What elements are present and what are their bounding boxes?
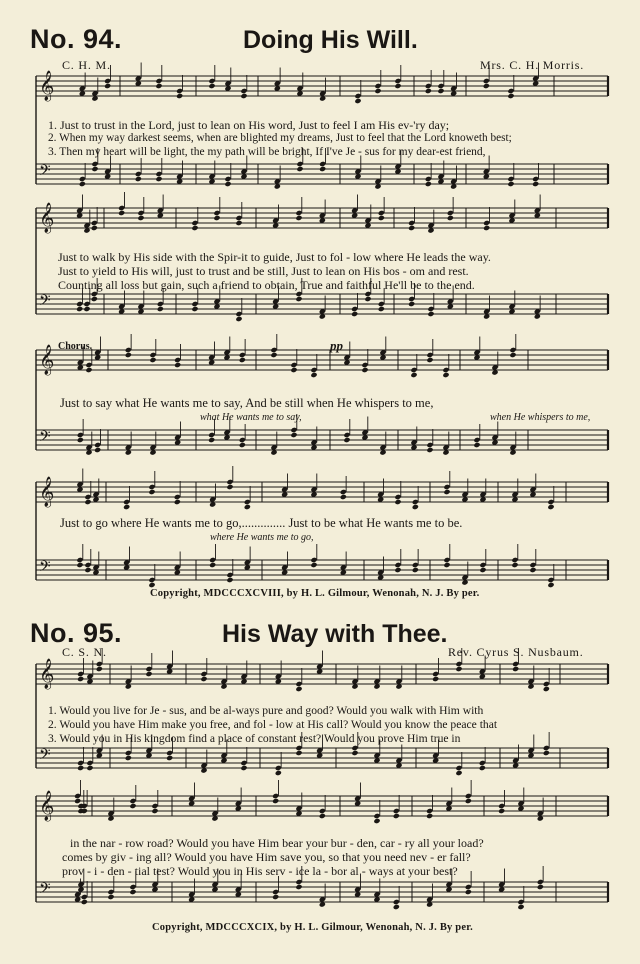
note-head [426, 357, 433, 363]
hymn-94-verse-2-line-b: Just to yield to His will, just to trust and be still, Just to lean on His bos - om and rest. [58, 264, 469, 278]
note-head [174, 499, 181, 505]
note-head [483, 225, 490, 231]
note-head [295, 215, 302, 221]
note-head [83, 306, 90, 312]
hymn-95-copyright: Copyright, MDCCCXCIX, by H. L. Gilmour, Wenonah, N. J. By per. [152, 922, 473, 933]
note-head [76, 562, 83, 568]
note-head [537, 884, 544, 890]
note-head [226, 577, 233, 583]
note-head [473, 442, 480, 448]
hymn-94-composer: C. H. M. [62, 58, 111, 72]
note-head [145, 671, 152, 677]
note-head [123, 504, 130, 510]
note-head [447, 215, 454, 221]
note-head [412, 567, 419, 573]
note-head [361, 367, 368, 373]
hymn-94-author: Mrs. C. H. Morris. [480, 58, 585, 72]
note-head [295, 296, 302, 302]
note-head [310, 372, 317, 378]
note-head [240, 93, 247, 99]
note-head [412, 504, 419, 510]
note-head [351, 750, 358, 756]
note-head [479, 765, 486, 771]
treble-clef-icon: 𝄞 [39, 477, 55, 507]
hymn-94-title: Doing His Will. [243, 26, 418, 54]
note-head [465, 889, 472, 895]
note-head [408, 225, 415, 231]
note-head [81, 899, 88, 905]
note-head [118, 210, 125, 216]
note-head [408, 301, 415, 307]
note-head [512, 666, 519, 672]
note-head [465, 798, 472, 804]
note-head [77, 765, 84, 771]
note-head [373, 818, 380, 824]
note-head [239, 357, 246, 363]
note-head [239, 442, 246, 448]
note-head [529, 567, 536, 573]
note-head [290, 367, 297, 373]
note-head [547, 582, 554, 588]
note-head [507, 93, 514, 99]
note-head [226, 484, 233, 490]
note-head [149, 357, 156, 363]
note-head [224, 181, 231, 187]
note-head [443, 562, 450, 568]
hymn-95-verse-3-line-a: 3. Would you in His kingdom find a place of constant rest? Would you prove Him true in [48, 732, 461, 745]
note-head [272, 894, 279, 900]
chorus-label: Chorus. [58, 341, 93, 352]
note-head [479, 567, 486, 573]
note-head [394, 567, 401, 573]
note-head [374, 88, 381, 94]
note-head [191, 225, 198, 231]
note-head [86, 765, 93, 771]
hymn-95-number: No. 95. [30, 618, 123, 648]
note-head [442, 372, 449, 378]
bass-clef-icon: 𝄢 [39, 162, 51, 183]
note-head [125, 352, 132, 358]
note-head [157, 306, 164, 312]
note-head [272, 798, 279, 804]
chorus-echo-2: where He wants me to go, [210, 532, 314, 543]
note-head [498, 808, 505, 814]
note-head [426, 447, 433, 453]
note-head [91, 225, 98, 231]
note-head [155, 83, 162, 89]
hymn-95-composer: C. S. N. [62, 645, 107, 659]
note-head [295, 750, 302, 756]
note-head [532, 181, 539, 187]
note-head [310, 562, 317, 568]
note-head [354, 98, 361, 104]
note-head [155, 176, 162, 182]
treble-clef-icon: 𝄞 [39, 791, 55, 821]
note-head [340, 494, 347, 500]
note-head [507, 181, 514, 187]
note-head [84, 499, 91, 505]
note-head [77, 676, 84, 682]
note-head [244, 504, 251, 510]
bass-clef-icon: 𝄢 [39, 558, 51, 579]
note-head [394, 83, 401, 89]
hymn-94-verse-1-line-a: 1. Just to trust in the Lord, just to lean on His word, Just to feel I am His ev-'ry day; [48, 118, 450, 132]
note-head [91, 296, 98, 302]
note-head [295, 884, 302, 890]
treble-clef-icon: 𝄞 [39, 71, 55, 101]
note-head [235, 220, 242, 226]
note-head [455, 770, 462, 776]
note-head [91, 166, 98, 172]
note-head [129, 889, 136, 895]
note-head [509, 352, 516, 358]
note-head [351, 311, 358, 317]
treble-clef-icon: 𝄞 [39, 345, 55, 375]
hymn-94-verse-1-line-b: Just to walk by His side with the Spir-it to guide, Just to fol - low where He leads the way. [58, 250, 491, 264]
note-head [425, 181, 432, 187]
note-head [85, 367, 92, 373]
note-head [208, 83, 215, 89]
note-head [410, 372, 417, 378]
hymn-94-copyright: Copyright, MDCCCXCVIII, by H. L. Gilmour, Wenonah, N. J. By per. [150, 588, 480, 599]
note-head [166, 755, 173, 761]
hymn-94-number: No. 94. [30, 24, 123, 54]
note-head [235, 316, 242, 322]
note-head [174, 362, 181, 368]
hymn-94-verse-3-line-a: 3. Then my heart will be light, the my path will be bright, If I've Je - sus for my dear-est friend, [48, 146, 486, 158]
note-head [148, 582, 155, 588]
note-head [425, 88, 432, 94]
note-head [393, 904, 400, 910]
note-head [94, 447, 101, 453]
note-head [74, 798, 81, 804]
note-head [427, 311, 434, 317]
chorus-echo-1b: when He whispers to me, [490, 412, 591, 423]
note-head [483, 83, 490, 89]
hymn-95-verse-3-line-b: prov - i - den - tial test? Would you in His serv - ice la - bor al - ways at your best? [62, 864, 458, 878]
note-head [517, 904, 524, 910]
note-head [129, 803, 136, 809]
note-head [426, 813, 433, 819]
note-head [319, 813, 326, 819]
note-head [151, 808, 158, 814]
note-head [176, 93, 183, 99]
note-head [76, 306, 83, 312]
note-head [107, 894, 114, 900]
note-head [319, 166, 326, 172]
chorus-echo-1a: what He wants me to say, [200, 412, 302, 423]
hymn-95-verse-1-line-b: in the nar - row road? Would you have Him bear your bur - den, car - ry all your load? [70, 836, 484, 850]
note-head [432, 676, 439, 682]
bass-clef-icon: 𝄢 [39, 292, 51, 313]
note-head [96, 666, 103, 672]
chorus-line-2: Just to go where He wants me to go,.............. Just to be what He wants me to be. [60, 516, 463, 530]
bass-clef-icon: 𝄢 [39, 746, 51, 767]
note-head [209, 562, 216, 568]
hymn-94-verse-2-line-a: 2. When my way darkest seems, when are blighted my dreams, Just to feel that the Lord knoweth best; [48, 132, 512, 144]
note-head [343, 437, 350, 443]
note-head [443, 489, 450, 495]
note-head [240, 765, 247, 771]
note-head [135, 176, 142, 182]
note-head [543, 686, 550, 692]
note-head [137, 215, 144, 221]
note-head [84, 567, 91, 573]
note-head [104, 83, 111, 89]
note-head [437, 88, 444, 94]
note-head [208, 437, 215, 443]
note-head [79, 181, 86, 187]
note-head [511, 562, 518, 568]
note-head [275, 770, 282, 776]
hymn-95-verse-2-line-b: comes by giv - ing all? Would you have Him save you, so that you need nev - er fall? [62, 850, 471, 864]
bass-clef-icon: 𝄢 [39, 880, 51, 901]
note-head [455, 666, 462, 672]
hymn-95-title: His Way with Thee. [222, 620, 448, 648]
treble-clef-icon: 𝄞 [39, 659, 55, 689]
note-head [125, 755, 132, 761]
note-head [296, 166, 303, 172]
note-head [213, 215, 220, 221]
note-head [547, 504, 554, 510]
note-head [77, 437, 84, 443]
treble-clef-icon: 𝄞 [39, 203, 55, 233]
hymn-95-author: Rev. Cyrus S. Nusbaum. [448, 645, 584, 659]
note-head [378, 215, 385, 221]
hymn-94-verse-3-line-b: Counting all loss but gain, such a friend to obtain, True and faithful He'll be to the end. [58, 278, 475, 292]
bass-clef-icon: 𝄢 [39, 428, 51, 449]
note-head [378, 306, 385, 312]
note-head [270, 352, 277, 358]
dynamic-marking: pp [330, 338, 343, 353]
note-head [364, 296, 371, 302]
note-head [295, 686, 302, 692]
note-head [290, 432, 297, 438]
note-head [543, 750, 550, 756]
note-head [394, 499, 401, 505]
hymn-95-verse-1-line-a: 1. Would you live for Je - sus, and be al-ways pure and good? Would you walk with Him with [48, 704, 484, 717]
note-head [148, 489, 155, 495]
note-head [191, 306, 198, 312]
note-head [393, 813, 400, 819]
chorus-line-1: Just to say what He wants me to say, And be still when He whispers to me, [60, 396, 434, 410]
note-head [200, 676, 207, 682]
hymn-95-verse-2-line-a: 2. Would you have Him make you free, and fol - low at His call? Would you know the peace that [48, 718, 498, 731]
